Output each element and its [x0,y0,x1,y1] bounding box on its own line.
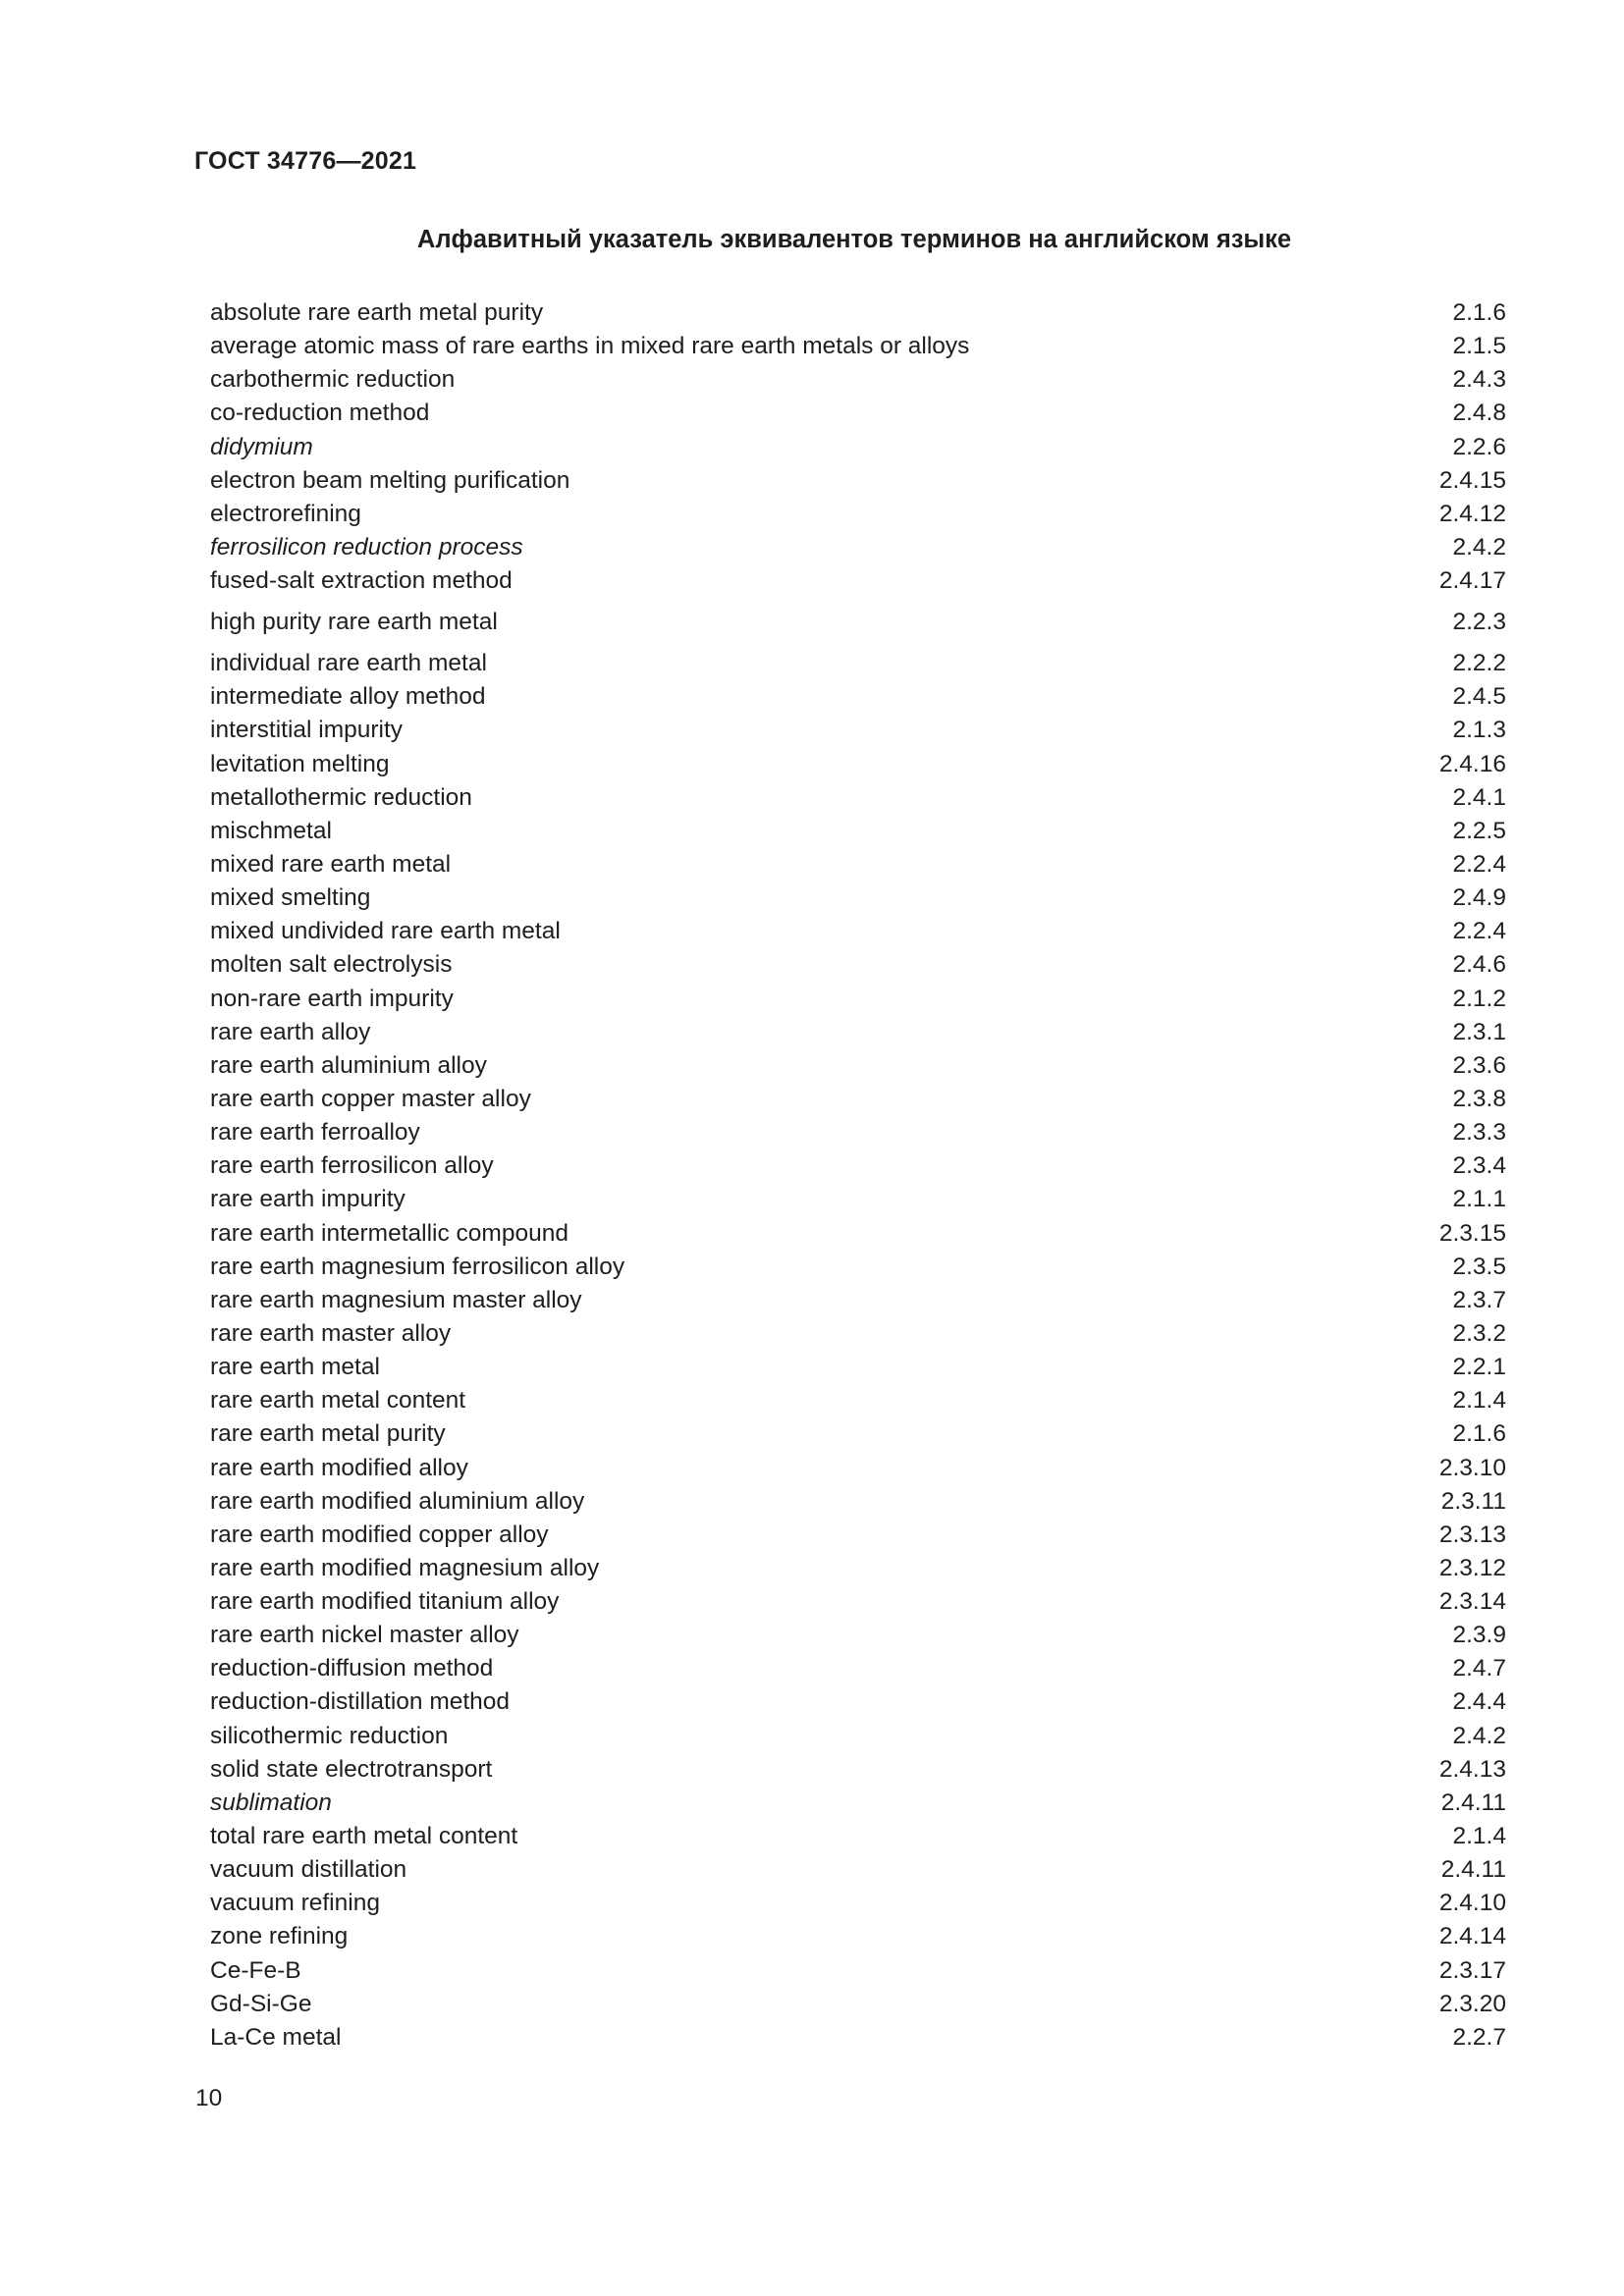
index-term: interstitial impurity [210,717,404,744]
index-term: rare earth nickel master alloy [210,1622,519,1649]
index-entry [210,1887,1506,1920]
index-term: absolute rare earth metal purity [210,299,544,326]
index-term: molten salt electrolysis [210,951,453,979]
index-entry [210,1720,1506,1753]
index-reference: 2.4.6 [1452,951,1506,979]
index-reference: 2.4.17 [1438,567,1506,595]
index-reference: 2.4.13 [1438,1755,1506,1783]
index-reference: 2.4.11 [1440,1789,1506,1816]
index-reference: 2.1.4 [1452,1823,1506,1850]
index-reference: 2.3.1 [1452,1018,1506,1045]
index-term: high purity rare earth metal [210,609,498,636]
index-reference: 2.3.4 [1452,1152,1506,1180]
index-entry [210,680,1506,714]
index-reference: 2.4.1 [1452,783,1506,811]
index-reference: 2.3.14 [1438,1588,1506,1616]
index-entry [210,1116,1506,1149]
index-term: reduction-diffusion method [210,1655,494,1682]
index-reference: 2.4.7 [1452,1655,1506,1682]
index-entry [210,330,1506,363]
index-term: La-Ce metal [210,2023,342,2051]
index-reference: 2.1.5 [1452,333,1506,360]
index-term: levitation melting [210,750,390,777]
index-term: rare earth modified titanium alloy [210,1588,560,1616]
index-term: rare earth metal [210,1354,380,1381]
index-reference: 2.3.8 [1452,1085,1506,1112]
index-reference: 2.3.20 [1438,1990,1506,2017]
index-term: silicothermic reduction [210,1722,449,1749]
index-term: fused-salt extraction method [210,567,513,595]
index-term: individual rare earth metal [210,650,487,677]
index-reference: 2.3.11 [1440,1487,1506,1515]
index-entry [210,948,1506,982]
index-title: Алфавитный указатель эквивалентов терминов на английском языке [416,226,1292,253]
index-entry [210,1016,1506,1049]
index-entry [210,815,1506,848]
index-reference: 2.1.6 [1452,299,1506,326]
index-reference: 2.4.8 [1452,400,1506,427]
index-entry [210,1452,1506,1485]
index-term: solid state electrotransport [210,1755,493,1783]
index-reference: 2.2.1 [1452,1354,1506,1381]
index-reference: 2.1.6 [1452,1420,1506,1448]
index-term: intermediate alloy method [210,683,486,711]
index-reference: 2.4.16 [1438,750,1506,777]
index-entry [210,498,1506,531]
index-reference: 2.2.3 [1452,609,1506,636]
index-term: rare earth master alloy [210,1319,452,1347]
index-entry [210,1251,1506,1284]
index-entry [210,781,1506,815]
index-entry [210,296,1506,330]
index-entry [210,1217,1506,1251]
index-reference: 2.3.5 [1452,1253,1506,1280]
index-entry [210,2021,1506,2055]
index-term: rare earth metal content [210,1387,466,1415]
index-term: Ce-Fe-B [210,1956,301,1984]
index-entry [210,1920,1506,1953]
index-reference: 2.2.2 [1452,650,1506,677]
index-reference: 2.3.9 [1452,1622,1506,1649]
index-term: rare earth magnesium master alloy [210,1286,582,1313]
index-reference: 2.4.12 [1438,500,1506,527]
document-id: ГОСТ 34776—2021 [194,147,417,175]
index-entry [210,1685,1506,1719]
index-reference: 2.1.3 [1452,717,1506,744]
index-reference: 2.4.5 [1452,683,1506,711]
index-term: ferrosilicon reduction process [210,533,523,561]
index-entry [210,915,1506,948]
index-reference: 2.3.7 [1452,1286,1506,1313]
index-entry [210,881,1506,915]
index-reference: 2.3.17 [1438,1956,1506,1984]
index-term: didymium [210,433,313,460]
index-term: rare earth impurity [210,1186,406,1213]
index-entry [210,1753,1506,1787]
index-term: average atomic mass of rare earths in mixed rare earth metals or alloys [210,333,970,360]
index-term: rare earth modified copper alloy [210,1521,549,1548]
index-term: rare earth ferroalloy [210,1119,420,1147]
index-entry [210,531,1506,564]
index-reference: 2.3.13 [1438,1521,1506,1548]
index-reference: 2.2.4 [1452,850,1506,878]
index-entry [210,1417,1506,1451]
index-term: mixed undivided rare earth metal [210,918,561,945]
index-term: co-reduction method [210,400,430,427]
index-reference: 2.4.11 [1440,1856,1506,1884]
index-reference: 2.4.15 [1438,466,1506,494]
index-entry [210,1485,1506,1519]
index-reference: 2.4.4 [1452,1688,1506,1716]
index-term: rare earth copper master alloy [210,1085,531,1112]
index-entry [210,1619,1506,1652]
index-entry [210,1585,1506,1619]
index-term: vacuum refining [210,1890,380,1917]
index-entry [210,714,1506,747]
index-term: carbothermic reduction [210,366,456,394]
index-reference: 2.4.3 [1452,366,1506,394]
index-term: rare earth modified magnesium alloy [210,1554,600,1581]
index-entry [210,1284,1506,1317]
index-entry [210,848,1506,881]
index-reference: 2.1.4 [1452,1387,1506,1415]
index-entry [210,431,1506,464]
index-term: sublimation [210,1789,332,1816]
index-entry [210,1954,1506,1988]
index-term: zone refining [210,1923,349,1950]
index-term: mischmetal [210,817,332,844]
index-reference: 2.3.15 [1438,1219,1506,1247]
index-entry [210,363,1506,397]
index-term: vacuum distillation [210,1856,407,1884]
index-reference: 2.1.2 [1452,985,1506,1012]
index-term: rare earth modified alloy [210,1454,468,1481]
index-term: rare earth modified aluminium alloy [210,1487,585,1515]
index-reference: 2.3.2 [1452,1319,1506,1347]
index-reference: 2.3.10 [1438,1454,1506,1481]
index-term: Gd-Si-Ge [210,1990,312,2017]
index-entry [210,1988,1506,2021]
index-reference: 2.4.2 [1452,1722,1506,1749]
index-entry [210,1384,1506,1417]
index-entry [210,748,1506,781]
index-entry [210,1519,1506,1552]
index-entry [210,1652,1506,1685]
index-reference: 2.2.4 [1452,918,1506,945]
index-entry [210,1351,1506,1384]
index-entry [210,1787,1506,1820]
index-term: non-rare earth impurity [210,985,454,1012]
index-reference: 2.4.14 [1438,1923,1506,1950]
index-entry [210,647,1506,680]
index-term: total rare earth metal content [210,1823,518,1850]
index-entry [210,564,1506,606]
index-reference: 2.4.9 [1452,884,1506,912]
index-entry [210,1083,1506,1116]
index-term: electrorefining [210,500,361,527]
index-reference: 2.2.6 [1452,433,1506,460]
index-term: mixed smelting [210,884,371,912]
index-reference: 2.2.7 [1452,2023,1506,2051]
index-reference: 2.4.2 [1452,533,1506,561]
index-reference: 2.2.5 [1452,817,1506,844]
index-reference: 2.3.6 [1452,1051,1506,1079]
index-entry [210,397,1506,430]
index-reference: 2.3.12 [1438,1554,1506,1581]
index-term: rare earth alloy [210,1018,371,1045]
index-term: rare earth metal purity [210,1420,446,1448]
index-term: rare earth magnesium ferrosilicon alloy [210,1253,625,1280]
index-term: mixed rare earth metal [210,850,452,878]
index-entry [210,983,1506,1016]
index-term: metallothermic reduction [210,783,472,811]
index-entry [210,464,1506,498]
index-entry [210,1183,1506,1216]
index-entry [210,1317,1506,1351]
index-entry [210,606,1506,647]
index-term: rare earth ferrosilicon alloy [210,1152,494,1180]
index-entry [210,1552,1506,1585]
index-reference: 2.4.10 [1438,1890,1506,1917]
index-term: electron beam melting purification [210,466,570,494]
index-term: reduction-distillation method [210,1688,511,1716]
page-number: 10 [195,2085,223,2111]
index-entry [210,1820,1506,1853]
index-term: rare earth aluminium alloy [210,1051,487,1079]
index-entry [210,1149,1506,1183]
index-entry [210,1853,1506,1887]
index-entry [210,1049,1506,1083]
index-reference: 2.1.1 [1452,1186,1506,1213]
index-list [210,296,1506,2055]
index-reference: 2.3.3 [1452,1119,1506,1147]
index-term: rare earth intermetallic compound [210,1219,568,1247]
